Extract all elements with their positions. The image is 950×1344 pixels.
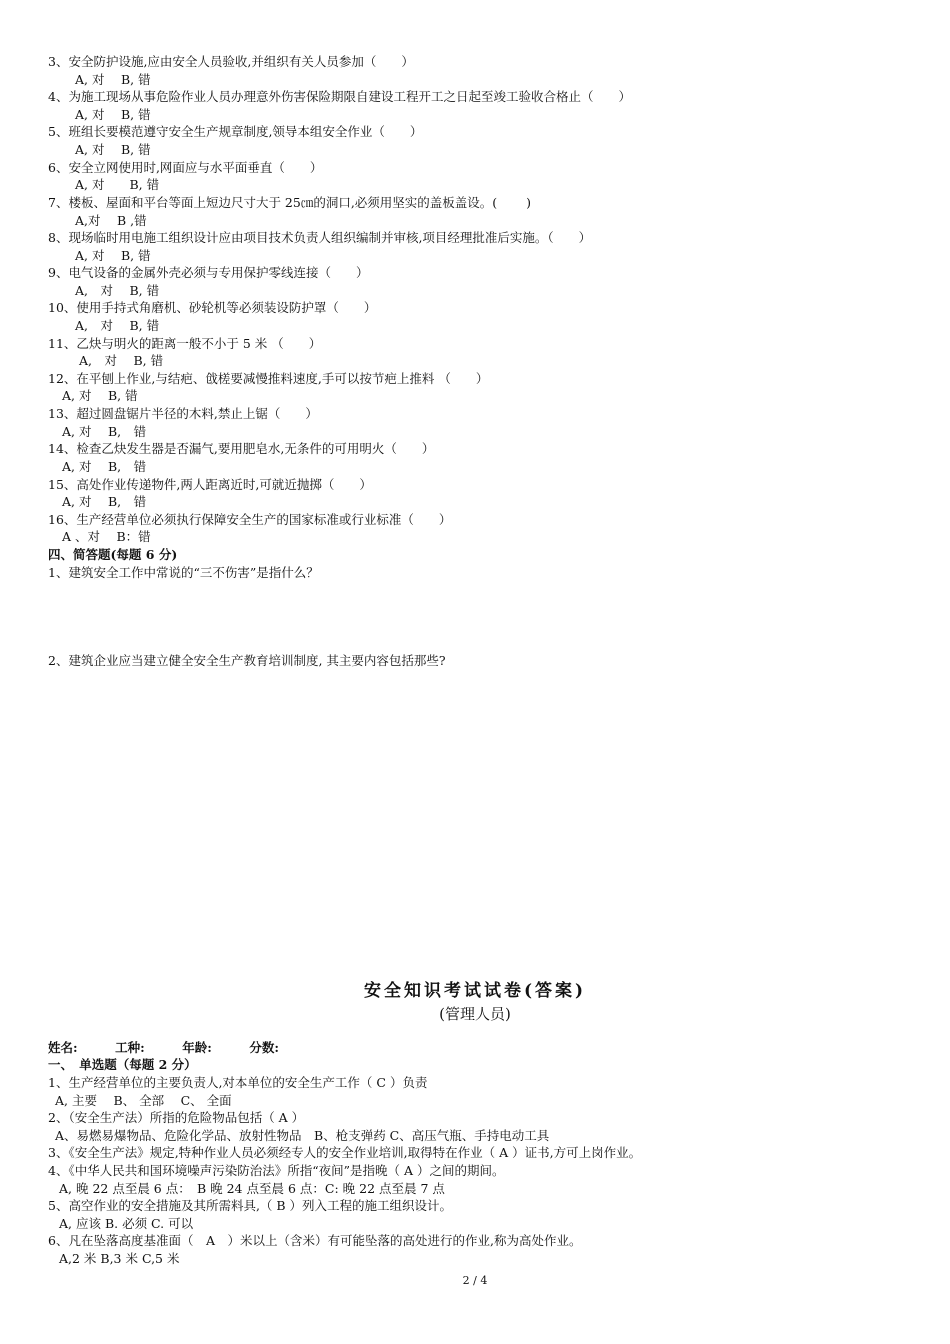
question-7: 7、楼板、屋面和平台等面上短边尺寸大于 25㎝的洞口,必须用坚实的盖板盖设。( ) (48, 195, 532, 210)
answer-question-1: 1、生产经营单位的主要负责人,对本单位的安全生产工作（ C ）负责 (48, 1075, 428, 1090)
candidate-info: 姓名: 工种: 年龄: 分数: (48, 1040, 279, 1055)
short-answer-2: 2、建筑企业应当建立健全安全生产教育培训制度, 其主要内容包括那些? (48, 653, 446, 668)
exam-title: 安全知识考试试卷(答案) (363, 981, 587, 1001)
options-15: A, 对 B, 错 (62, 494, 147, 509)
options-11: A, 对 B, 错 (79, 353, 164, 368)
options-3: A, 对 B, 错 (75, 72, 151, 87)
question-12: 12、在平刨上作业,与结疤、戗槎要减慢推料速度,手可以按节疤上推料 （ ） (48, 371, 489, 386)
question-4: 4、为施工现场从事危险作业人员办理意外伤害保险期限自建设工程开工之日起至竣工验收合格止（ ） (48, 89, 631, 104)
answer-options-2: A、易燃易爆物品、危险化学品、放射性物品 B、枪支弹药 C、高压气瓶、手持电动工具 (55, 1128, 550, 1143)
options-7: A,对 B ,错 (75, 213, 147, 228)
options-10: A, 对 B, 错 (75, 318, 160, 333)
question-8: 8、现场临时用电施工组织设计应由项目技术负责人组织编制并审核,项目经理批准后实施。（ ） (48, 230, 592, 245)
options-12: A, 对 B, 错 (62, 388, 138, 403)
question-5: 5、班组长要模范遵守安全生产规章制度,领导本组安全作业（ ） (48, 124, 423, 139)
answer-options-6: A,2 米 B,3 米 C,5 米 (59, 1251, 180, 1266)
question-13: 13、超过圆盘锯片半径的木料,禁止上锯（ ） (48, 406, 318, 421)
question-3: 3、安全防护设施,应由安全人员验收,并组织有关人员参加（ ） (48, 54, 414, 69)
question-11: 11、乙炔与明火的距离一般不小于 5 米 （ ） (48, 336, 322, 351)
question-6: 6、安全立网使用时,网面应与水平面垂直（ ） (48, 160, 323, 175)
answer-options-5: A, 应该 B. 必须 C. 可以 (59, 1216, 194, 1231)
answer-question-5: 5、高空作业的安全措施及其所需料具,（ B ）列入工程的施工组织设计。 (48, 1198, 453, 1213)
short-answer-1: 1、建筑安全工作中常说的“三不伤害”是指什么？ (48, 565, 319, 580)
question-15: 15、高处作业传递物件,两人距离近时,可就近抛掷（ ） (48, 477, 372, 492)
options-13: A, 对 B, 错 (62, 424, 147, 439)
answer-question-6: 6、凡在坠落高度基准面（ A ）米以上（含米）有可能坠落的高处进行的作业,称为高处作业。 (48, 1233, 582, 1248)
question-16: 16、生产经营单位必须执行保障安全生产的国家标准或行业标准（ ） (48, 512, 452, 527)
answer-options-1: A, 主要 B、 全部 C、 全面 (55, 1093, 232, 1108)
exam-subtitle: (管理人员) (439, 1005, 511, 1023)
section-heading-short-answer: 四、简答题(每题 6 分) (48, 547, 178, 562)
options-8: A, 对 B, 错 (75, 248, 151, 263)
question-14: 14、检查乙炔发生器是否漏气,要用肥皂水,无条件的可用明火（ ） (48, 441, 435, 456)
answer-question-4: 4、《中华人民共和国环境噪声污染防治法》所指“夜间”是指晚（ A ）之间的期间。 (48, 1163, 505, 1178)
page-number: 2 / 4 (462, 1274, 488, 1287)
options-6: A, 对 B, 错 (75, 177, 160, 192)
answer-options-4: A, 晚 22 点至晨 6 点： B 晚 24 点至晨 6 点：C: 晚 22 点至晨 7 点 (59, 1181, 445, 1196)
options-16: A 、对 B：错 (62, 529, 151, 544)
options-4: A, 对 B, 错 (75, 107, 151, 122)
section-heading-single-choice: 一、 单选题（每题 2 分） (48, 1057, 197, 1072)
options-5: A, 对 B, 错 (75, 142, 151, 157)
options-14: A, 对 B, 错 (62, 459, 147, 474)
question-10: 10、使用手持式角磨机、砂轮机等必须装设防护罩（ ） (48, 300, 377, 315)
answer-question-3: 3、《安全生产法》规定,特种作业人员必须经专人的安全作业培训,取得特在作业（ A ）证书,方可上岗作业。 (48, 1145, 642, 1160)
question-9: 9、电气设备的金属外壳必须与专用保护零线连接（ ） (48, 265, 369, 280)
options-9: A, 对 B, 错 (75, 283, 160, 298)
answer-question-2: 2、（安全生产法）所指的危险物品包括（ A ） (48, 1110, 305, 1125)
